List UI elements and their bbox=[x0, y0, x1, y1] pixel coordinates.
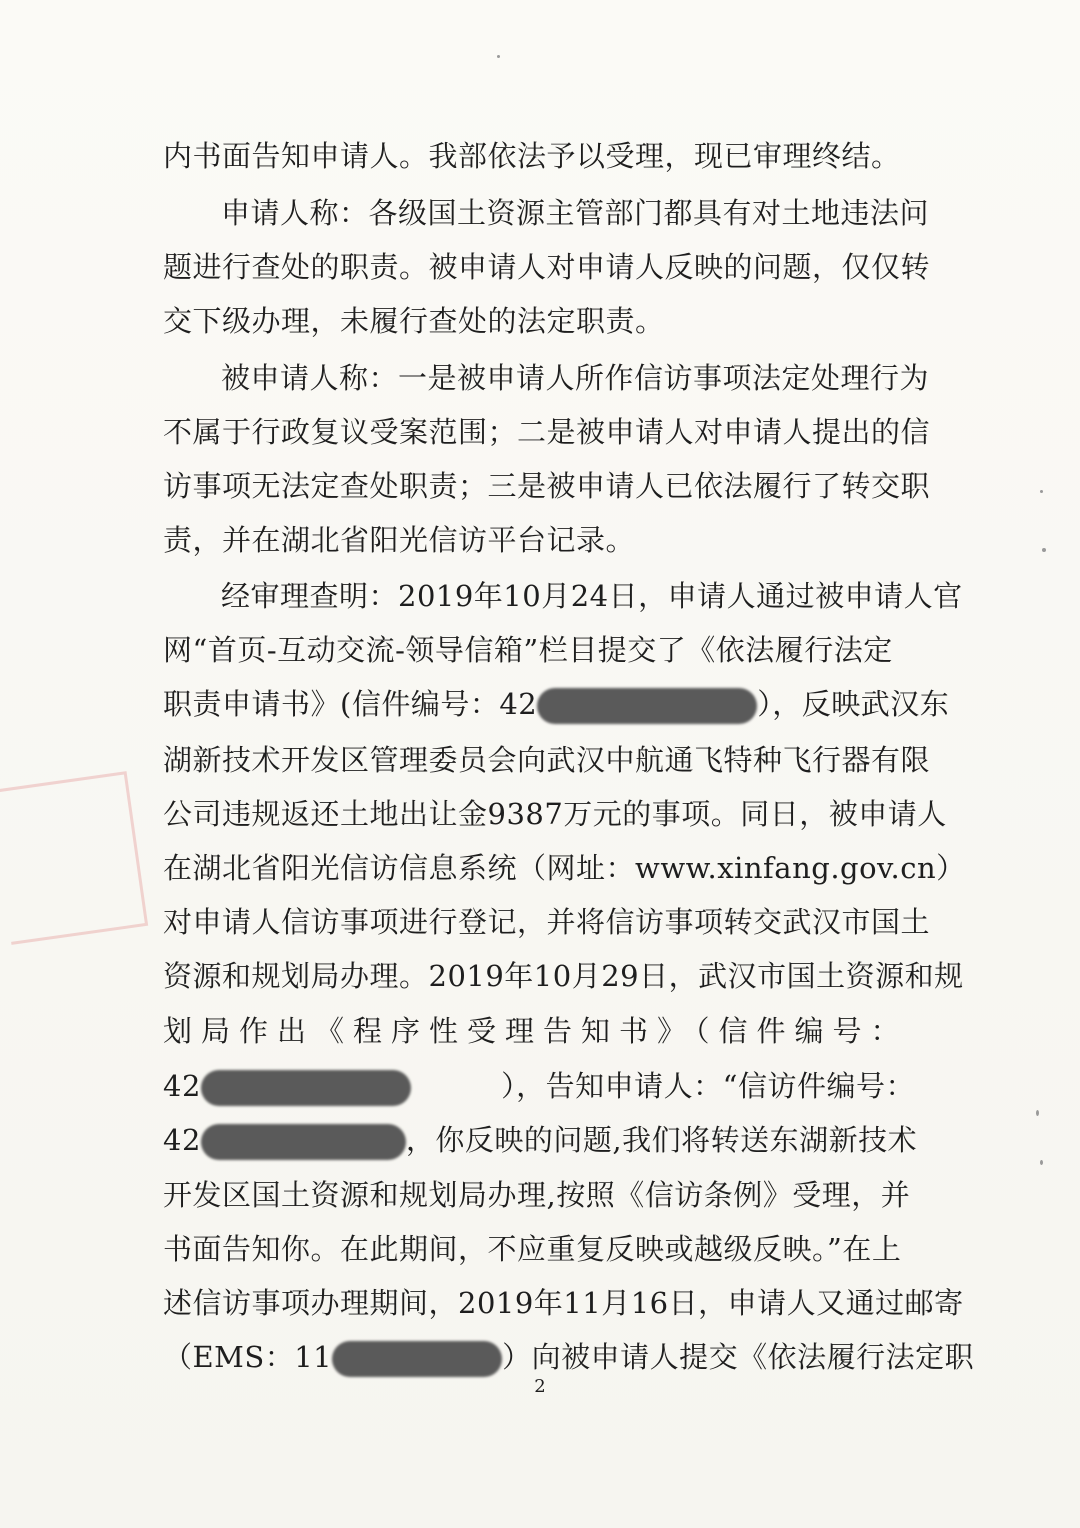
scan-speck bbox=[497, 55, 500, 58]
text-line: 划局作出《程序性受理告知书》（信件编号： bbox=[163, 1014, 909, 1048]
text-line: 内书面告知申请人。我部依法予以受理，现已审理终结。 bbox=[163, 139, 901, 173]
text-fragment: ），告知申请人：“信访件编号： bbox=[501, 1069, 915, 1103]
text-line: 不属于行政复议受案范围；二是被申请人对申请人提出的信 bbox=[163, 415, 931, 449]
text-fragment: ）向被申请人提交《依法履行法定职 bbox=[502, 1340, 975, 1374]
scan-speck bbox=[1040, 490, 1043, 493]
redaction-mark bbox=[201, 1124, 406, 1160]
page-number: 2 bbox=[534, 1376, 546, 1397]
stamp-mark bbox=[0, 771, 148, 945]
text-fragment: 42 bbox=[163, 1123, 201, 1157]
text-fragment: 职责申请书》(信件编号：42 bbox=[163, 687, 538, 721]
text-fragment: 42 bbox=[163, 1069, 201, 1103]
text-line: 湖新技术开发区管理委员会向武汉中航通飞特种飞行器有限 bbox=[163, 743, 931, 777]
text-line: 书面告知你。在此期间，不应重复反映或越级反映。”在上 bbox=[163, 1232, 902, 1266]
text-line-redacted bbox=[163, 1120, 918, 1160]
redaction-mark bbox=[537, 688, 757, 724]
text-line: 被申请人称：一是被申请人所作信访事项法定处理行为 bbox=[221, 361, 930, 395]
text-line: 资源和规划局办理。2019年10月29日，武汉市国土资源和规 bbox=[163, 959, 964, 993]
text-line-redacted bbox=[163, 1066, 915, 1106]
text-line: 交下级办理，未履行查处的法定职责。 bbox=[163, 304, 665, 338]
text-line: 网“首页-互动交流-领导信箱”栏目提交了《依法履行法定 bbox=[163, 633, 893, 667]
text-line: 在湖北省阳光信访信息系统（网址：www.xinfang.gov.cn） bbox=[163, 851, 966, 885]
text-fragment: （EMS：11 bbox=[163, 1340, 333, 1374]
text-line: 公司违规返还土地出让金9387万元的事项。同日，被申请人 bbox=[163, 797, 947, 831]
text-line: 对申请人信访事项进行登记，并将信访事项转交武汉市国土 bbox=[163, 905, 931, 939]
redaction-mark bbox=[332, 1341, 502, 1377]
text-line: 申请人称：各级国土资源主管部门都具有对土地违法问 bbox=[221, 196, 930, 230]
text-line: 述信访事项办理期间，2019年11月16日，申请人又通过邮寄 bbox=[163, 1286, 964, 1320]
text-line: 访事项无法定查处职责；三是被申请人已依法履行了转交职 bbox=[163, 469, 931, 503]
text-fragment: ，你反映的问题,我们将转送东湖新技术 bbox=[405, 1123, 918, 1157]
scan-speck bbox=[1042, 548, 1046, 552]
text-line: 开发区国土资源和规划局办理,按照《信访条例》受理，并 bbox=[163, 1178, 911, 1212]
text-fragment: ），反映武汉东 bbox=[757, 687, 950, 721]
text-line: 责，并在湖北省阳光信访平台记录。 bbox=[163, 523, 636, 557]
text-line-redacted bbox=[163, 1337, 975, 1377]
text-line-redacted bbox=[163, 684, 950, 724]
text-line: 经审理查明：2019年10月24日，申请人通过被申请人官 bbox=[221, 579, 963, 613]
redaction-mark bbox=[201, 1070, 411, 1106]
scan-speck bbox=[1040, 1160, 1043, 1165]
text-line: 题进行查处的职责。被申请人对申请人反映的问题，仅仅转 bbox=[163, 250, 931, 284]
scan-speck bbox=[1036, 1110, 1039, 1116]
